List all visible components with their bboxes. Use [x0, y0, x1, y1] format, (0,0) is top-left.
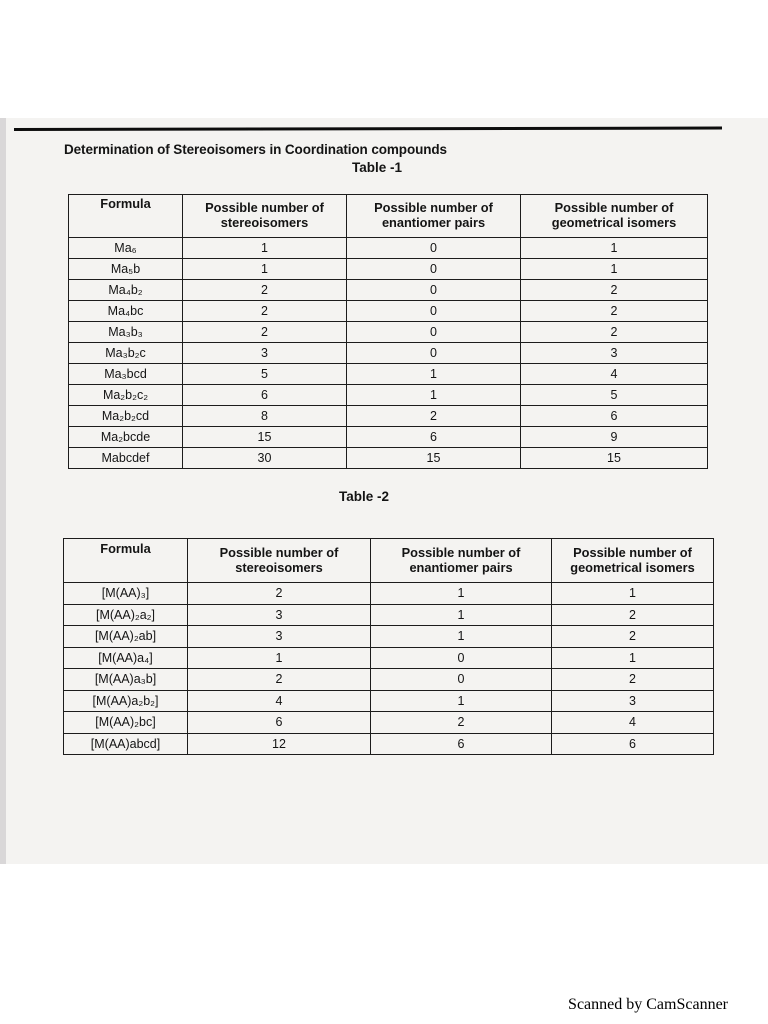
cell-geometrical-isomers: 2	[552, 626, 714, 648]
cell-geometrical-isomers: 1	[552, 583, 714, 605]
column-header-formula: Formula	[64, 539, 188, 583]
cell-enantiomer-pairs: 15	[347, 448, 521, 469]
cell-geometrical-isomers: 4	[521, 364, 708, 385]
cell-formula: [M(AA)₂ab]	[64, 626, 188, 648]
table-row	[69, 280, 708, 301]
cell-enantiomer-pairs: 0	[347, 343, 521, 364]
cell-enantiomer-pairs: 1	[371, 626, 552, 648]
table-row	[64, 604, 714, 626]
table-row	[64, 669, 714, 691]
column-header-formula: Formula	[69, 195, 183, 238]
cell-stereoisomers: 6	[188, 712, 371, 734]
table-1-header-row	[69, 195, 708, 238]
table-row	[64, 583, 714, 605]
table-row	[64, 690, 714, 712]
cell-formula: [M(AA)abcd]	[64, 733, 188, 755]
cell-enantiomer-pairs: 0	[347, 280, 521, 301]
table-2-body	[64, 583, 714, 755]
cell-stereoisomers: 3	[188, 626, 371, 648]
table-row	[69, 343, 708, 364]
table-row	[69, 364, 708, 385]
cell-formula: [M(AA)₂bc]	[64, 712, 188, 734]
cell-formula: [M(AA)a₃b]	[64, 669, 188, 691]
cell-formula: Ma₄bc	[69, 301, 183, 322]
cell-formula: Ma₂b₂cd	[69, 406, 183, 427]
cell-stereoisomers: 5	[183, 364, 347, 385]
column-header-enantiomer-pairs: Possible number of enantiomer pairs	[371, 539, 552, 583]
cell-geometrical-isomers: 2	[552, 669, 714, 691]
cell-enantiomer-pairs: 1	[347, 385, 521, 406]
table-row	[64, 626, 714, 648]
column-header-geometrical-isomers: Possible number of geometrical isomers	[552, 539, 714, 583]
table-row	[69, 406, 708, 427]
cell-enantiomer-pairs: 0	[371, 647, 552, 669]
cell-enantiomer-pairs: 2	[371, 712, 552, 734]
cell-stereoisomers: 2	[188, 583, 371, 605]
cell-stereoisomers: 4	[188, 690, 371, 712]
cell-formula: Ma₄b₂	[69, 280, 183, 301]
cell-formula: Ma₅b	[69, 259, 183, 280]
cell-enantiomer-pairs: 1	[371, 690, 552, 712]
column-header-enantiomer-pairs: Possible number of enantiomer pairs	[347, 195, 521, 238]
cell-formula: Ma₂b₂c₂	[69, 385, 183, 406]
table-row	[69, 238, 708, 259]
cell-geometrical-isomers: 6	[552, 733, 714, 755]
table-1-body	[69, 238, 708, 469]
column-header-stereoisomers: Possible number of stereoisomers	[188, 539, 371, 583]
table-2-header-row	[64, 539, 714, 583]
cell-formula: [M(AA)₂a₂]	[64, 604, 188, 626]
cell-geometrical-isomers: 1	[521, 238, 708, 259]
cell-stereoisomers: 3	[188, 604, 371, 626]
table-row	[69, 259, 708, 280]
cell-stereoisomers: 3	[183, 343, 347, 364]
table-row	[69, 385, 708, 406]
table-1-caption: Table -1	[352, 160, 403, 175]
cell-enantiomer-pairs: 0	[347, 238, 521, 259]
cell-geometrical-isomers: 6	[521, 406, 708, 427]
table-row	[64, 733, 714, 755]
cell-enantiomer-pairs: 1	[347, 364, 521, 385]
cell-stereoisomers: 1	[188, 647, 371, 669]
cell-geometrical-isomers: 2	[521, 322, 708, 343]
cell-enantiomer-pairs: 1	[371, 583, 552, 605]
cell-stereoisomers: 2	[183, 322, 347, 343]
cell-formula: [M(AA)a₄]	[64, 647, 188, 669]
cell-formula: Ma₃b₃	[69, 322, 183, 343]
table-row	[69, 322, 708, 343]
cell-enantiomer-pairs: 0	[371, 669, 552, 691]
cell-geometrical-isomers: 1	[552, 647, 714, 669]
cell-stereoisomers: 12	[188, 733, 371, 755]
cell-formula: Ma₆	[69, 238, 183, 259]
cell-stereoisomers: 8	[183, 406, 347, 427]
cell-formula: [M(AA)₃]	[64, 583, 188, 605]
cell-formula: Ma₂bcde	[69, 427, 183, 448]
cell-formula: Mabcdef	[69, 448, 183, 469]
cell-stereoisomers: 2	[183, 280, 347, 301]
table-row	[64, 647, 714, 669]
cell-enantiomer-pairs: 0	[347, 301, 521, 322]
cell-enantiomer-pairs: 6	[371, 733, 552, 755]
table-row	[69, 301, 708, 322]
table-row	[64, 712, 714, 734]
cell-formula: [M(AA)a₂b₂]	[64, 690, 188, 712]
cell-enantiomer-pairs: 2	[347, 406, 521, 427]
cell-geometrical-isomers: 3	[552, 690, 714, 712]
cell-enantiomer-pairs: 6	[347, 427, 521, 448]
scanner-watermark: Scanned by CamScanner	[568, 996, 728, 1013]
cell-stereoisomers: 15	[183, 427, 347, 448]
cell-enantiomer-pairs: 1	[371, 604, 552, 626]
cell-geometrical-isomers: 2	[521, 280, 708, 301]
cell-formula: Ma₃bcd	[69, 364, 183, 385]
table-1	[68, 194, 708, 469]
table-row	[69, 427, 708, 448]
cell-geometrical-isomers: 5	[521, 385, 708, 406]
cell-stereoisomers: 1	[183, 238, 347, 259]
cell-geometrical-isomers: 3	[521, 343, 708, 364]
cell-geometrical-isomers: 9	[521, 427, 708, 448]
cell-stereoisomers: 2	[188, 669, 371, 691]
cell-formula: Ma₃b₂c	[69, 343, 183, 364]
cell-stereoisomers: 6	[183, 385, 347, 406]
cell-enantiomer-pairs: 0	[347, 259, 521, 280]
cell-geometrical-isomers: 1	[521, 259, 708, 280]
table-2-caption: Table -2	[339, 489, 390, 504]
cell-stereoisomers: 1	[183, 259, 347, 280]
cell-stereoisomers: 2	[183, 301, 347, 322]
cell-geometrical-isomers: 15	[521, 448, 708, 469]
table-2	[63, 538, 714, 755]
cell-geometrical-isomers: 4	[552, 712, 714, 734]
cell-geometrical-isomers: 2	[521, 301, 708, 322]
cell-stereoisomers: 30	[183, 448, 347, 469]
column-header-stereoisomers: Possible number of stereoisomers	[183, 195, 347, 238]
table-row	[69, 448, 708, 469]
document-title: Determination of Stereoisomers in Coordination compounds	[64, 142, 447, 157]
cell-geometrical-isomers: 2	[552, 604, 714, 626]
column-header-geometrical-isomers: Possible number of geometrical isomers	[521, 195, 708, 238]
cell-enantiomer-pairs: 0	[347, 322, 521, 343]
